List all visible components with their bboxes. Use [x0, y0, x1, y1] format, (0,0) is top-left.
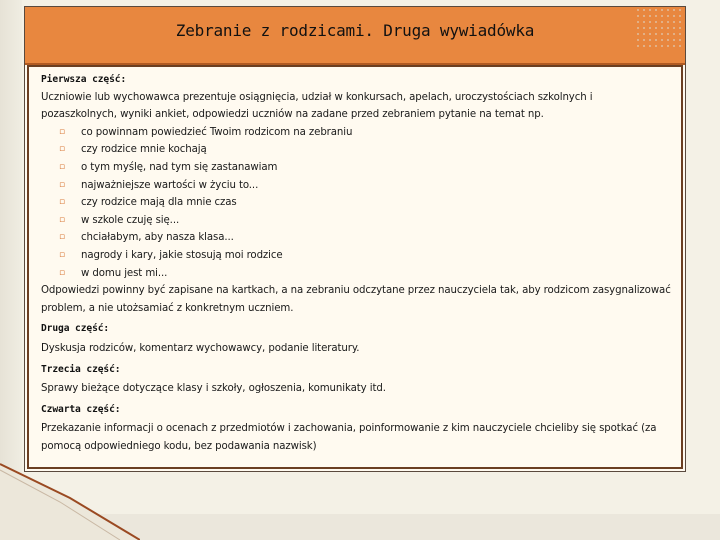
- list-item-text: co powinnam powiedzieć Twoim rodzicom na zebraniu: [81, 126, 353, 138]
- section-heading-2: Druga część:: [41, 323, 110, 335]
- list-item-text: w szkole czuję się...: [81, 214, 180, 226]
- list-item-text: w domu jest mi...: [81, 267, 168, 279]
- bullet-icon: ▫: [59, 179, 65, 190]
- decorative-swoosh: [0, 458, 140, 540]
- section-paragraph-3: Sprawy bieżące dotyczące klasy i szkoły, ogłoszenia, komunikaty itd.: [41, 383, 386, 395]
- title-bar: [25, 7, 685, 65]
- section-paragraph-2: Dyskusja rodziców, komentarz wychowawcy, podanie literatury.: [41, 342, 360, 354]
- list-item: [41, 124, 671, 142]
- bullet-icon: ▫: [59, 197, 65, 208]
- list-item: [41, 265, 671, 283]
- list-item: [41, 247, 671, 265]
- list-item: [41, 194, 671, 212]
- bullet-list: [41, 124, 671, 282]
- list-item-text: o tym myślę, nad tym się zastanawiam: [81, 161, 278, 173]
- list-item: [41, 229, 671, 247]
- list-item: [41, 212, 671, 230]
- slide-content: [27, 65, 683, 469]
- bullet-icon: ▫: [59, 126, 65, 137]
- bullet-icon: ▫: [59, 267, 65, 278]
- list-item-text: czy rodzice mają dla mnie czas: [81, 197, 237, 209]
- bullet-icon: ▫: [59, 249, 65, 260]
- list-item-text: chciałabym, aby nasza klasa...: [81, 232, 234, 244]
- section-paragraph-1: Uczniowie lub wychowawca prezentuje osiągnięcia, udział w konkursach, apelach, uroczystościach szkolnych i pozaszkolnych, wyniki ankiet, odpowiedzi uczniów na zadane przed zebraniem pytanie na temat np.: [41, 91, 593, 121]
- list-item: [41, 141, 671, 159]
- section-note-1: Odpowiedzi powinny być zapisane na kartkach, a na zebraniu odczytane przez nauczyciela tak, aby rodzicom zasygnalizować problem, a nie utożsamiać z konkretnym uczniem.: [41, 285, 671, 314]
- section-heading-4: Czwarta część:: [41, 403, 121, 415]
- bullet-icon: ▫: [59, 232, 65, 243]
- bullet-icon: ▫: [59, 144, 65, 155]
- list-item: [41, 177, 671, 195]
- bullet-icon: ▫: [59, 214, 65, 225]
- section-paragraph-4: Przekazanie informacji o ocenach z przedmiotów i zachowania, poinformowanie z kim nauczyciele chcieliby się spotkać (za pomocą odpowiedniego kodu, bez podawania nazwisk): [41, 423, 657, 452]
- slide-frame: [24, 6, 686, 472]
- list-item-text: najważniejsze wartości w życiu to...: [81, 179, 259, 191]
- list-item: [41, 159, 671, 177]
- list-item-text: czy rodzice mnie kochają: [81, 144, 207, 156]
- section-heading-3: Trzecia część:: [41, 363, 121, 375]
- bullet-icon: ▫: [59, 161, 65, 172]
- list-item-text: nagrody i kary, jakie stosują moi rodzice: [81, 249, 283, 261]
- section-heading-1: Pierwsza część:: [41, 74, 127, 85]
- slide-title: Zebranie z rodzicami. Druga wywiadówka: [175, 21, 535, 40]
